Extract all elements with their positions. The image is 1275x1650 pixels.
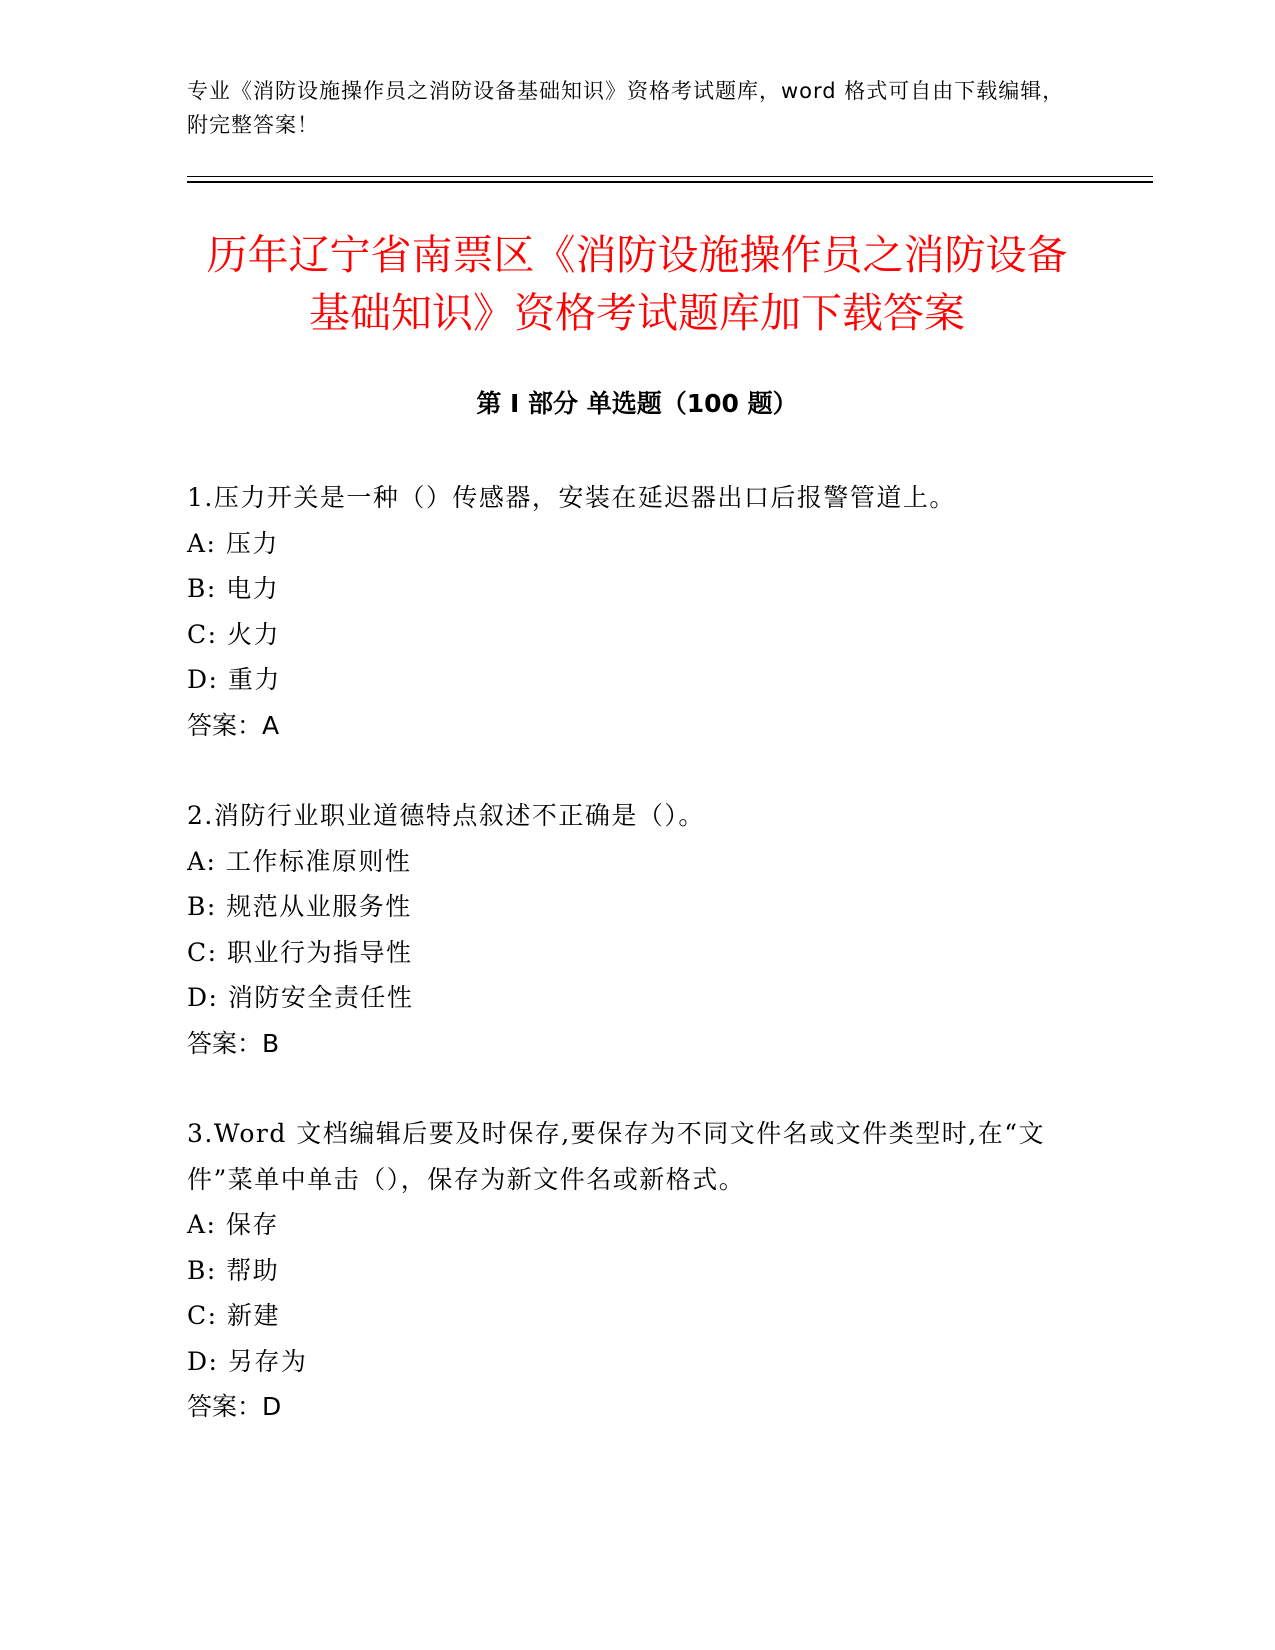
option-b: B: 规范从业服务性 — [187, 892, 412, 921]
question-item — [187, 793, 1087, 1066]
section-heading: 第 I 部分 单选题（100 题） — [476, 389, 798, 418]
question-stem: 3.Word 文档编辑后要及时保存,要保存为不同文件名或文件类型时,在“文件”菜单中单击（），保存为新文件名或新格式。 — [187, 1119, 1045, 1194]
option-a: A: 工作标准原则性 — [187, 846, 412, 876]
question-list — [187, 475, 1087, 1475]
option-a: A: 压力 — [187, 528, 279, 558]
header-note: 专业《消防设施操作员之消防设备基础知识》资格考试题库，word 格式可自由下载编辑，附完整答案！ — [187, 79, 1065, 137]
header-rule-thin — [187, 176, 1153, 177]
option-b: B: 帮助 — [187, 1255, 280, 1285]
option-d: D: 消防安全责任性 — [187, 983, 414, 1012]
question-stem: 2.消防行业职业道德特点叙述不正确是（）。 — [187, 801, 705, 830]
option-c: C: 新建 — [187, 1301, 280, 1330]
question-stem: 1.压力开关是一种（）传感器，安装在延迟器出口后报警管道上。 — [187, 483, 956, 512]
option-c: C: 火力 — [187, 619, 280, 649]
answer-line: 答案：A — [187, 710, 280, 740]
question-item — [187, 475, 1087, 748]
option-d: D: 重力 — [187, 665, 281, 694]
option-d: D: 另存为 — [187, 1346, 308, 1376]
document-title: 历年辽宁省南票区《消防设施操作员之消防设备基础知识》资格考试题库加下载答案 — [206, 231, 1068, 337]
question-item — [187, 1111, 1087, 1430]
answer-line: 答案：B — [187, 1028, 280, 1058]
answer-line: 答案：D — [187, 1392, 282, 1421]
option-b: B: 电力 — [187, 574, 280, 603]
header-rule-thick — [187, 181, 1153, 183]
option-c: C: 职业行为指导性 — [187, 937, 413, 967]
option-a: A: 保存 — [187, 1210, 279, 1239]
